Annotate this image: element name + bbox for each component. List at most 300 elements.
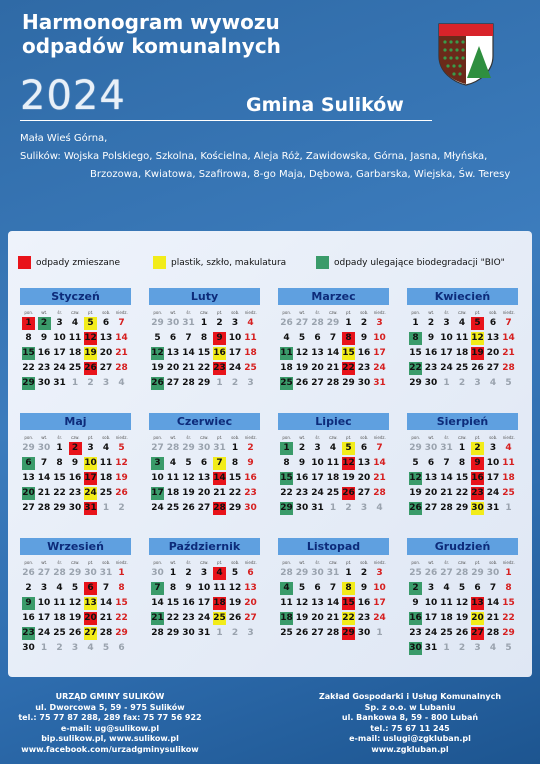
yellow-swatch [153,256,166,269]
weekday-header [148,434,261,441]
weekday-name: sob. [360,435,369,440]
day-cell: 1 [458,443,466,453]
day-cell: 5 [102,643,110,653]
day-cell: 27 [295,318,309,328]
day-cell: 4 [247,318,254,328]
days-grid [19,316,132,391]
weekday-name: pt. [475,310,481,315]
day-cell: 11 [213,583,226,593]
month-name: Kwiecień [407,288,518,305]
day-cell: 9 [427,333,435,343]
day-cell: 17 [53,348,66,358]
day-cell: 16 [424,348,438,358]
day-cell: 20 [99,348,113,358]
weekday-name: pt. [346,560,352,565]
day-cell: 1 [329,503,337,513]
day-cell: 9 [471,457,484,470]
day-cell: 24 [373,363,386,373]
day-cell: 23 [37,363,51,373]
day-cell: 2 [458,378,466,388]
day-cell: 22 [455,488,469,498]
day-cell: 14 [99,598,113,608]
day-cell: 7 [329,583,337,593]
day-cell: 17 [84,473,97,483]
day-cell: 13 [311,598,324,608]
day-cell: 9 [71,458,79,468]
day-cell: 28 [502,363,515,373]
day-cell: 21 [440,488,453,498]
day-cell: 16 [471,473,484,483]
weekday-name: pt. [346,310,352,315]
day-cell: 1 [40,643,48,653]
day-cell: 2 [231,628,239,638]
day-cell: 27 [311,378,324,388]
weekday-name: sob. [489,310,498,315]
day-cell: 4 [458,318,466,328]
day-cell: 1 [443,643,450,653]
day-cell: 20 [357,473,371,483]
month-calendar [406,413,519,516]
day-cell: 31 [182,318,195,328]
weekday-name: wt. [41,435,48,440]
weekday-header [19,559,132,566]
day-cell: 23 [295,488,309,498]
day-cell: 29 [151,318,164,328]
day-cell: 5 [71,583,79,593]
day-cell: 2 [231,378,239,388]
day-cell: 23 [68,488,82,498]
day-cell: 30 [68,503,82,513]
footer-left-line-5: bip.sulikow.pl, www.sulikow.pl [41,734,179,743]
day-cell: 15 [228,473,242,483]
day-cell: 1 [376,628,383,638]
weekday-name: sob. [231,560,240,565]
day-cell: 20 [311,613,324,623]
day-cell: 7 [489,583,497,593]
day-cell: 24 [228,363,242,373]
day-cell: 27 [244,613,257,623]
footer-right-line-5: e-mail: uslugi@zgkluban.pl [349,734,471,743]
weekday-header [406,434,519,441]
day-cell: 8 [342,582,355,595]
day-cell: 16 [357,348,371,358]
day-cell: 24 [440,363,453,373]
day-cell: 24 [373,613,386,623]
day-cell: 23 [357,363,371,373]
day-cell: 30 [151,568,164,578]
footer-left-line-1: URZĄD GMINY SULIKÓW [55,692,165,701]
day-cell: 17 [151,488,164,498]
day-cell: 8 [169,583,177,593]
day-cell: 19 [115,473,128,483]
weekday-name: śr. [186,310,192,315]
weekday-name: czw. [458,310,467,315]
day-cell: 24 [311,488,324,498]
day-cell: 10 [84,458,97,468]
day-cell: 9 [247,458,254,468]
day-cell: 6 [169,333,177,343]
day-cell: 12 [151,348,164,358]
day-cell: 4 [376,503,383,513]
day-cell: 18 [455,348,469,358]
weekday-name: czw. [329,560,338,565]
weekday-name: pon. [153,560,163,565]
day-cell: 13 [486,333,500,343]
day-cell: 28 [99,628,113,638]
weekday-name: niedz. [502,435,515,440]
day-cell: 4 [118,378,125,388]
weekday-name: pon. [282,435,292,440]
day-cell: 30 [311,568,324,578]
day-cell: 4 [329,443,337,453]
day-cell: 20 [22,488,35,498]
weekday-name: niedz. [373,310,386,315]
day-cell: 26 [455,628,469,638]
month-name: Sierpień [407,413,518,430]
day-cell: 4 [71,318,79,328]
month-name: Luty [149,288,260,305]
weekday-name: śr. [57,310,63,315]
day-cell: 1 [71,378,79,388]
streets-line-1: Mała Wieś Górna, [20,133,108,144]
day-cell: 2 [298,443,306,453]
day-cell: 30 [182,628,195,638]
weekday-name: śr. [186,435,192,440]
footer-right-line-1: Zakład Gospodarki i Usług Komunalnych [318,692,502,701]
footer-left-line-4: e-mail: ug@sulikow.pl [60,723,160,733]
day-cell: 2 [360,318,368,328]
day-cell: 22 [22,363,35,373]
day-cell: 31 [53,378,66,388]
day-cell: 27 [22,503,35,513]
day-cell: 5 [458,583,466,593]
weekday-name: pt. [475,560,481,565]
weekday-name: śr. [57,435,63,440]
month-calendar [277,538,390,641]
day-cell: 8 [409,332,422,345]
weekday-name: pt. [88,435,94,440]
day-cell: 10 [197,583,211,593]
weekday-header [277,309,390,316]
day-cell: 18 [280,363,293,373]
weekday-name: wt. [299,310,306,315]
day-cell: 7 [505,318,512,328]
day-cell: 2 [38,317,51,330]
legend-mixed-label: odpady zmieszane [36,257,121,268]
weekday-name: śr. [444,560,450,565]
day-cell: 7 [443,458,450,468]
day-cell: 8 [505,583,512,593]
day-cell: 1 [231,443,239,453]
day-cell: 19 [295,363,309,373]
day-cell: 4 [87,643,94,653]
day-cell: 29 [409,378,422,388]
day-cell: 28 [326,378,340,388]
day-cell: 30 [84,568,97,578]
day-cell: 10 [373,333,386,343]
day-cell: 17 [486,473,500,483]
day-cell: 15 [53,473,66,483]
day-cell: 28 [213,503,226,513]
day-cell: 13 [197,473,211,483]
day-cell: 29 [115,628,128,638]
footer-right-line-4: tel.: 75 67 11 245 [370,723,450,733]
day-cell: 10 [311,458,324,468]
day-cell: 5 [185,458,192,468]
weekday-name: śr. [315,560,321,565]
weekday-name: wt. [428,435,435,440]
day-cell: 20 [424,488,438,498]
weekday-name: sob. [360,310,369,315]
day-cell: 2 [185,568,192,578]
day-cell: 28 [326,628,340,638]
day-cell: 18 [280,613,293,623]
day-cell: 12 [68,598,82,608]
day-cell: 9 [185,583,192,593]
day-cell: 30 [37,443,51,453]
weekday-name: czw. [458,435,467,440]
weekday-name: pt. [217,560,223,565]
day-cell: 1 [216,378,223,388]
day-cell: 5 [505,378,512,388]
day-cell: 6 [200,458,208,468]
day-cell: 8 [458,458,466,468]
day-cell: 21 [37,488,51,498]
day-cell: 29 [295,568,309,578]
day-cell: 25 [502,488,515,498]
weekday-name: niedz. [373,435,386,440]
day-cell: 25 [326,488,340,498]
day-cell: 15 [115,598,128,608]
municipality-label: Gmina Sulików [246,94,404,116]
days-grid [148,441,261,516]
day-cell: 21 [115,348,128,358]
day-cell: 25 [53,628,66,638]
day-cell: 28 [115,363,128,373]
day-cell: 16 [37,348,51,358]
days-grid [406,566,519,656]
day-cell: 19 [471,348,484,358]
day-cell: 17 [197,598,211,608]
day-cell: 9 [213,332,226,345]
day-cell: 25 [166,503,180,513]
day-cell: 4 [169,458,177,468]
day-cell: 3 [427,583,435,593]
month-name: Czerwiec [149,413,260,430]
day-cell: 25 [440,628,453,638]
day-cell: 21 [151,613,164,623]
day-cell: 13 [22,473,35,483]
day-cell: 20 [244,598,257,608]
day-cell: 23 [182,613,195,623]
day-cell: 2 [345,503,352,513]
day-cell: 1 [280,442,293,455]
day-cell: 11 [280,348,293,358]
day-cell: 25 [280,378,293,388]
day-cell: 21 [326,363,340,373]
day-cell: 26 [228,613,242,623]
day-cell: 2 [247,443,254,453]
day-cell: 26 [84,363,97,373]
day-cell: 27 [166,378,180,388]
weekday-header [19,434,132,441]
day-cell: 13 [357,458,371,468]
day-cell: 19 [182,488,195,498]
day-cell: 2 [56,643,63,653]
day-cell: 31 [213,443,226,453]
streets-line-3: Brzozowa, Kwiatowa, Szafirowa, 8-go Maja, Dębowa, Garbarska, Wiejska, Św. Teresy [90,169,511,180]
day-cell: 26 [342,488,355,498]
day-cell: 13 [84,598,97,608]
day-cell: 4 [283,333,290,343]
day-cell: 30 [22,643,35,653]
day-cell: 17 [311,473,324,483]
day-cell: 31 [440,443,453,453]
day-cell: 8 [56,458,63,468]
day-cell: 3 [71,643,79,653]
weekday-name: pon. [411,310,421,315]
day-cell: 7 [185,333,192,343]
day-cell: 30 [357,628,371,638]
day-cell: 8 [25,333,32,343]
day-cell: 13 [311,348,324,358]
month-calendar [406,288,519,391]
day-cell: 9 [22,597,35,610]
day-cell: 22 [280,488,293,498]
day-cell: 15 [342,598,355,608]
day-cell: 22 [166,613,180,623]
weekday-name: pt. [88,310,94,315]
day-cell: 12 [295,348,309,358]
month-calendar [19,538,132,656]
day-cell: 15 [197,348,211,358]
day-cell: 24 [37,628,51,638]
weekday-name: czw. [71,560,80,565]
day-cell: 1 [443,378,450,388]
day-cell: 12 [295,598,309,608]
day-cell: 17 [424,613,438,623]
day-cell: 11 [244,333,257,343]
weekday-name: pt. [217,310,223,315]
day-cell: 11 [68,333,82,343]
day-cell: 5 [298,583,306,593]
day-cell: 5 [505,643,512,653]
day-cell: 7 [118,318,125,328]
day-cell: 12 [84,333,97,343]
month-calendar [148,538,261,641]
weekday-name: sob. [489,435,498,440]
day-cell: 2 [360,568,368,578]
day-cell: 28 [151,628,164,638]
day-cell: 2 [409,582,422,595]
month-name: Październik [149,538,260,555]
day-cell: 3 [376,318,383,328]
day-cell: 18 [213,598,226,608]
day-cell: 21 [326,613,340,623]
weekday-name: sob. [102,435,111,440]
day-cell: 5 [412,458,419,468]
day-cell: 28 [440,503,453,513]
day-cell: 11 [99,458,113,468]
day-cell: 25 [99,488,113,498]
day-cell: 3 [247,378,254,388]
day-cell: 11 [326,458,340,468]
day-cell: 5 [298,333,306,343]
day-cell: 18 [166,488,180,498]
footer-municipality [10,692,210,755]
days-grid [148,316,261,391]
weekday-name: pt. [346,435,352,440]
day-cell: 7 [213,457,226,470]
day-cell: 6 [247,568,254,578]
day-cell: 24 [486,488,500,498]
legend-mixed [18,256,120,269]
footer-left-line-3: tel.: 75 77 87 288, 289 fax: 75 77 56 922 [18,713,202,722]
day-cell: 27 [151,443,164,453]
day-cell: 11 [502,458,515,468]
weekday-name: czw. [329,310,338,315]
weekday-name: pon. [24,435,34,440]
day-cell: 10 [37,598,51,608]
day-cell: 29 [68,568,82,578]
day-cell: 22 [228,488,242,498]
day-cell: 23 [357,613,371,623]
day-cell: 29 [228,503,242,513]
day-cell: 15 [280,473,293,483]
day-cell: 18 [68,348,82,358]
day-cell: 22 [53,488,66,498]
weekday-name: sob. [360,560,369,565]
weekday-name: pon. [153,310,163,315]
weekday-name: czw. [458,560,467,565]
day-cell: 26 [280,318,293,328]
day-cell: 16 [182,598,195,608]
weekday-name: czw. [200,560,209,565]
day-cell: 3 [40,583,48,593]
day-cell: 1 [22,317,35,330]
day-cell: 3 [489,443,497,453]
day-cell: 23 [409,628,422,638]
day-cell: 6 [474,583,481,593]
day-cell: 5 [342,442,355,455]
days-grid [406,441,519,516]
weekday-name: wt. [41,560,48,565]
month-name: Grudzień [407,538,518,555]
weekday-name: wt. [170,435,177,440]
day-cell: 27 [99,363,113,373]
day-cell: 29 [342,628,355,638]
day-cell: 29 [502,628,515,638]
weekday-name: niedz. [115,435,128,440]
day-cell: 15 [166,598,180,608]
day-cell: 29 [182,443,195,453]
month-name: Listopad [278,538,389,555]
streets-line-2: Sulików: Wojska Polskiego, Szkolna, Kościelna, Aleja Róż, Zawidowska, Górna, Jasna, Młyńska, [20,151,488,162]
day-cell: 18 [326,473,340,483]
day-cell: 4 [280,582,293,595]
day-cell: 7 [329,333,337,343]
month-calendar [406,538,519,656]
weekday-name: pon. [282,560,292,565]
day-cell: 22 [115,613,128,623]
day-cell: 26 [295,378,309,388]
day-cell: 3 [474,378,481,388]
day-cell: 22 [342,363,355,373]
page-title [22,10,281,58]
day-cell: 16 [295,473,309,483]
day-cell: 22 [409,363,422,373]
day-cell: 3 [87,443,94,453]
